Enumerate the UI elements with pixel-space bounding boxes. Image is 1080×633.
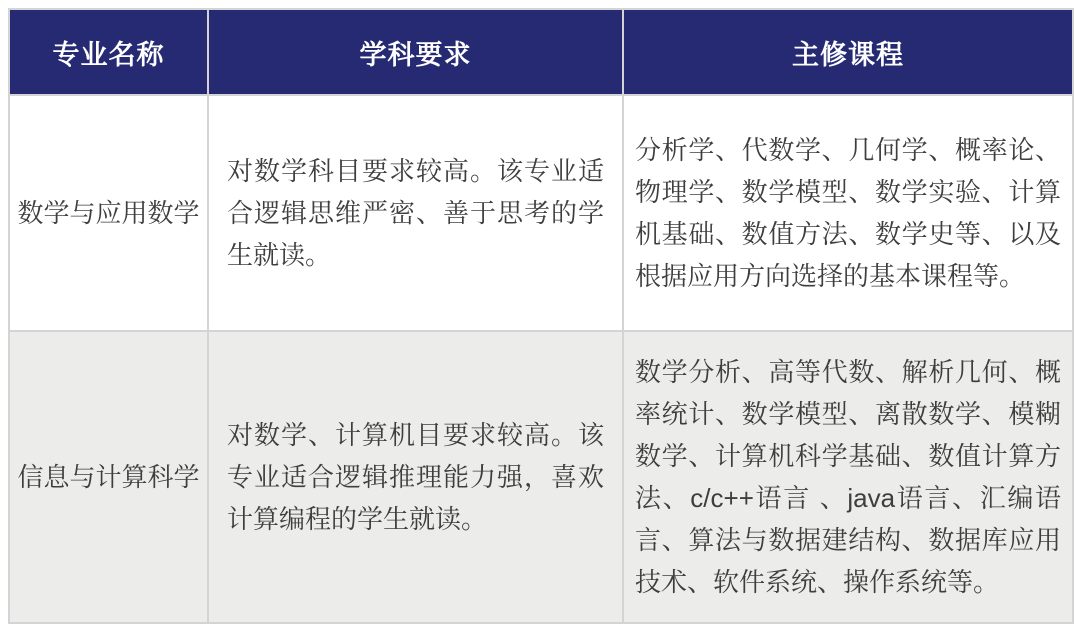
cell-subject-requirement: 对数学科目要求较高。该专业适合逻辑思维严密、善于思考的学生就读。 [208,95,623,331]
table-row-info-computing [9,331,1073,623]
cell-main-courses: 分析学、代数学、几何学、概率论、物理学、数学模型、数学实验、计算机基础、数值方法、数学史等、以及根据应用方向选择的基本课程等。 [623,95,1073,331]
header-cell-courses: 主修课程 [623,9,1073,95]
cell-major-name: 数学与应用数学 [9,95,208,331]
header-cell-major: 专业名称 [9,9,208,95]
cell-major-name: 信息与计算科学 [9,331,208,623]
header-row [9,9,1073,95]
cell-subject-requirement: 对数学、计算机目要求较高。该专业适合逻辑推理能力强，喜欢计算编程的学生就读。 [208,331,623,623]
majors-table-container [8,8,1072,624]
majors-table [8,8,1074,624]
cell-main-courses: 数学分析、高等代数、解析几何、概率统计、数学模型、离散数学、模糊数学、计算机科学基础、数值计算方法、c/c++语言 、java语言、汇编语言、算法与数据建结构、数据库应用技术、软件系统、操作系统等。 [623,331,1073,623]
header-cell-requirement: 学科要求 [208,9,623,95]
table-row-math [9,95,1073,331]
